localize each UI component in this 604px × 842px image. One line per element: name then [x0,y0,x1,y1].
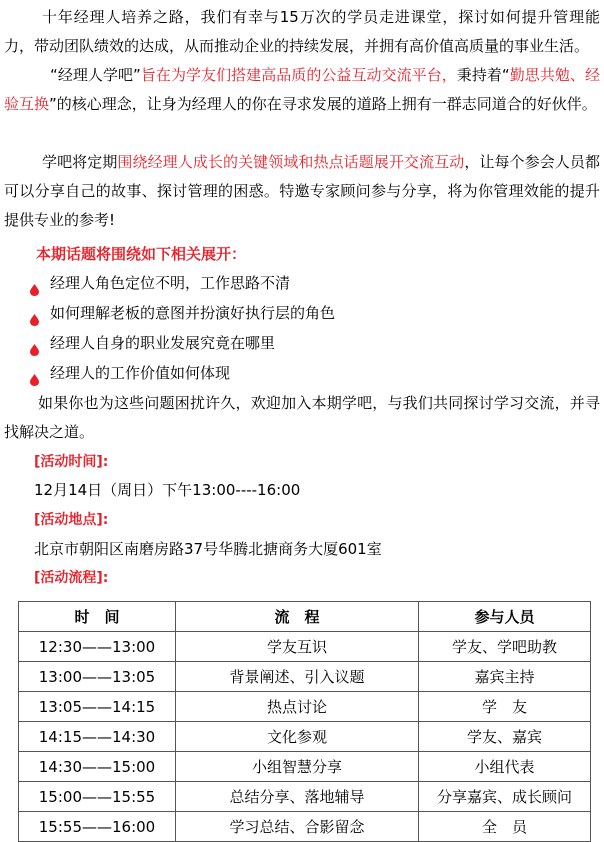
intro-text-2e: ”的核心理念，让身为经理人的你在寻求发展的道路上拥有一群志同道合的好伙伴。 [49,95,597,113]
event-time-label: [活动时间]: [34,454,109,470]
intro-text-2c: 秉持着“ [456,66,510,84]
cell-flow: 文化参观 [176,722,419,752]
intro-paragraph-1 [4,3,600,61]
cell-flow: 学习总结、合影留念 [176,812,419,842]
event-flow-label: [活动流程]: [34,570,109,586]
list-item [30,328,335,358]
cell-participants: 全 员 [419,812,591,842]
event-place-label: [活动地点]: [34,512,109,528]
cell-participants: 学友、嘉宾 [419,722,591,752]
table-row [19,632,591,662]
table-row [19,692,591,722]
topic-text: 经理人的工作价值如何体现 [50,364,231,382]
topics-list [30,268,335,388]
topics-heading: 本期话题将围绕如下相关展开： [36,245,247,263]
event-time-value: 12月14日（周日）下午13:00----16:00 [34,481,301,499]
cell-flow: 热点讨论 [176,692,419,722]
red-drop-icon [30,306,39,318]
table-row [19,812,591,842]
cell-time: 14:30——15:00 [19,752,176,782]
cell-participants: 分享嘉宾、成长顾问 [419,782,591,812]
intro-text-1: 十年经理人培养之路，我们有幸与15万次的学员走进课堂，探讨如何提升管理能力，带动团队绩效的达成，从而推动企业的持续发展，并拥有高价值高质量的事业生活。 [4,8,600,55]
header-participants: 参与人员 [419,602,591,632]
cell-time: 12:30——13:00 [19,632,176,662]
cell-flow: 背景阐述、引入议题 [176,662,419,692]
topic-text: 经理人角色定位不明，工作思路不清 [50,274,291,292]
cell-time: 15:00——15:55 [19,782,176,812]
invite-paragraph [4,389,600,447]
red-drop-icon [30,276,39,288]
table-row [19,662,591,692]
table-header-row [19,602,591,632]
cell-participants: 学 友 [419,692,591,722]
topic-text: 如何理解老板的意图并扮演好执行层的角色 [50,304,336,322]
intro-text-3c: ，让每个参会人员都可以分享自己的故事、探讨管理的困惑。特邀专家顾问参与分享，将为你管理效能的提升提供专业的参考! [4,153,600,229]
cell-flow: 总结分享、落地辅导 [176,782,419,812]
table-row [19,722,591,752]
cell-time: 13:05——14:15 [19,692,176,722]
intro-highlight-topics: 围绕经理人成长的关键领域和热点话题展开交流互动 [117,153,465,171]
intro-text-2a: “经理人学吧” [50,66,141,84]
cell-participants: 小组代表 [419,752,591,782]
invite-text: 如果你也为这些问题困扰许久，欢迎加入本期学吧，与我们共同探讨学习交流，并寻找解决之道。 [4,394,600,441]
list-item [30,298,335,328]
cell-time: 14:15——14:30 [19,722,176,752]
topic-text: 经理人自身的职业发展究竟在哪里 [50,334,276,352]
event-place-value: 北京市朝阳区南磨房路37号华腾北搪商务大厦601室 [34,540,382,558]
cell-flow: 学友互识 [176,632,419,662]
table-row [19,782,591,812]
header-time: 时 间 [19,602,176,632]
list-item [30,268,335,298]
cell-flow: 小组智慧分享 [176,752,419,782]
red-drop-icon [30,336,39,348]
cell-time: 13:00——13:05 [19,662,176,692]
list-item [30,358,335,388]
schedule-table [18,601,591,842]
header-flow: 流 程 [176,602,419,632]
intro-paragraph-2 [4,61,600,119]
intro-highlight-motto: 勤思共勉、经验互换 [4,66,600,113]
cell-participants: 嘉宾主持 [419,662,591,692]
intro-paragraph-3 [4,148,600,235]
intro-text-3a: 学吧将定期 [42,153,118,171]
cell-time: 15:55——16:00 [19,812,176,842]
table-row [19,752,591,782]
cell-participants: 学友、学吧助教 [419,632,591,662]
intro-highlight-platform: 旨在为学友们搭建高品质的公益互动交流平台， [140,66,457,84]
red-drop-icon [30,366,39,378]
